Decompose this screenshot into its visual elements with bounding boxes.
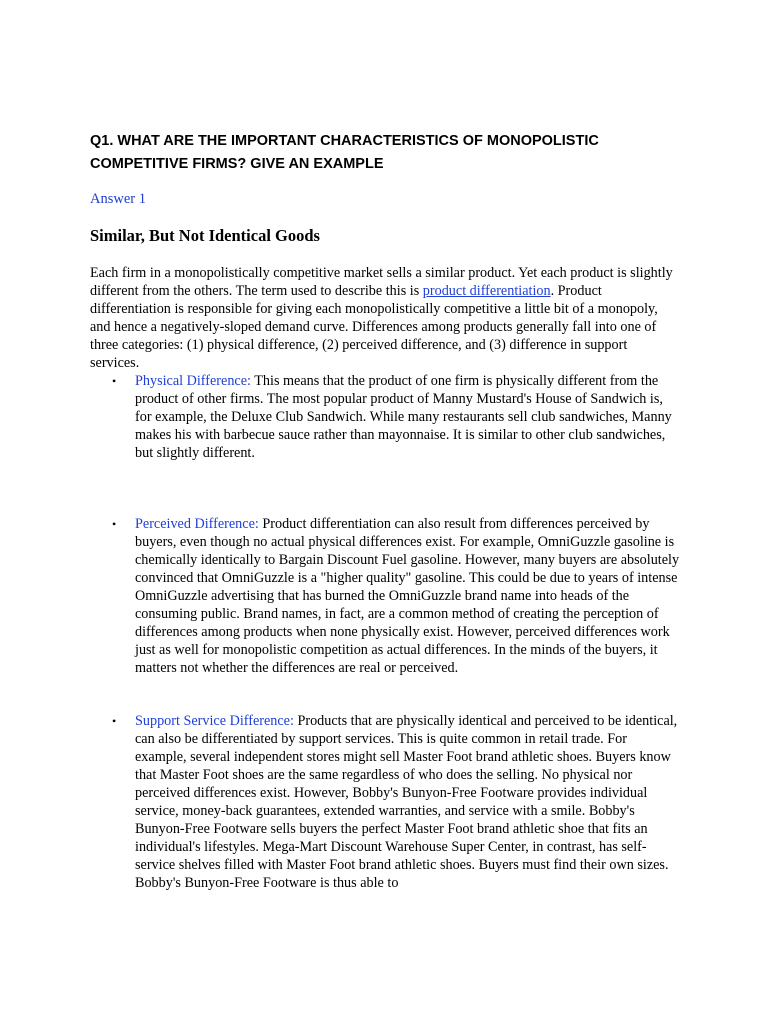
bullet-icon: •	[112, 517, 117, 531]
section-heading: Similar, But Not Identical Goods	[90, 226, 320, 245]
list-item-perceived-difference	[90, 515, 680, 677]
list-item-support-service-difference	[90, 712, 680, 892]
support-service-difference-text: Products that are physically identical and perceived to be identical, can also be differentiated by support services. This is quite common in retail trade. For example, several independent stores might sell Master Foot brand athletic shoes. Buyers know that Master Foot shoes are the same regardless of who does the selling. No physical nor perceived differences exist. However, Bobby's Bunyon-Free Footware provides individual service, money-back guarantees, extended warranties, and service with a smile. Bobby's Bunyon-Free Footware sells buyers the perfect Master Foot brand athletic shoe that fits an individual's lifestyles. Mega-Mart Discount Warehouse Super Center, in contrast, has self-service shelves filled with Master Foot brand athletic shoes. Buyers must find their own sizes. Bobby's Bunyon-Free Footware is thus able to	[135, 713, 678, 891]
physical-difference-text: This means that the product of one firm is physically different from the product of other firms. The most popular product of Manny Mustard's House of Sandwich is, for example, the Deluxe Club Sandwich. While many restaurants sell club sandwiches, Manny makes his with barbecue sauce rather than mayonnaise. It is similar to other club sandwiches, but slightly different.	[135, 373, 672, 461]
support-service-difference-term: Support Service Difference:	[135, 713, 294, 729]
physical-difference-term: Physical Difference:	[135, 373, 251, 389]
bullet-icon: •	[112, 714, 117, 728]
perceived-difference-term: Perceived Difference:	[135, 516, 259, 532]
intro-text-end: . Product differentiation is responsible for giving each monopolistically competitive a little bit of a monopoly, and hence a negatively-sloped demand curve. Differences among products generally fall into one of three categories: (1) physical difference, (2) perceived difference, and (3) difference in support services.	[90, 283, 658, 371]
document-page	[90, 130, 690, 892]
list-item-physical-difference	[90, 372, 680, 462]
bullet-icon: •	[112, 374, 117, 388]
differences-list	[90, 372, 690, 892]
intro-paragraph	[90, 264, 680, 372]
product-differentiation-link[interactable]: product differentiation	[422, 283, 551, 299]
answer-label: Answer 1	[90, 191, 146, 207]
intro-text-start: Each firm in a monopolistically competitive market sells a similar product. Yet each product is slightly different from the others. The term used to describe this is	[90, 265, 673, 299]
question-heading: Q1. WHAT ARE THE IMPORTANT CHARACTERISTICS OF MONOPOLISTIC COMPETITIVE FIRMS? GIVE AN EXAMPLE	[90, 133, 599, 172]
perceived-difference-text: Product differentiation can also result from differences perceived by buyers, even though no actual physical differences exist. For example, OmniGuzzle gasoline is chemically identically to Bargain Discount Fuel gasoline. However, many buyers are absolutely convinced that OmniGuzzle is a "higher quality" gasoline. This could be due to years of intense OmniGuzzle advertising that has burned the OmniGuzzle brand name into heads of the consuming public. Brand names, in fact, are a common method of creating the perception of differences among products when none physically exist. However, perceived differences work just as well for monopolistic competition as actual differences. In the minds of the buyers, it matters not whether the differences are real or perceived.	[135, 516, 680, 676]
